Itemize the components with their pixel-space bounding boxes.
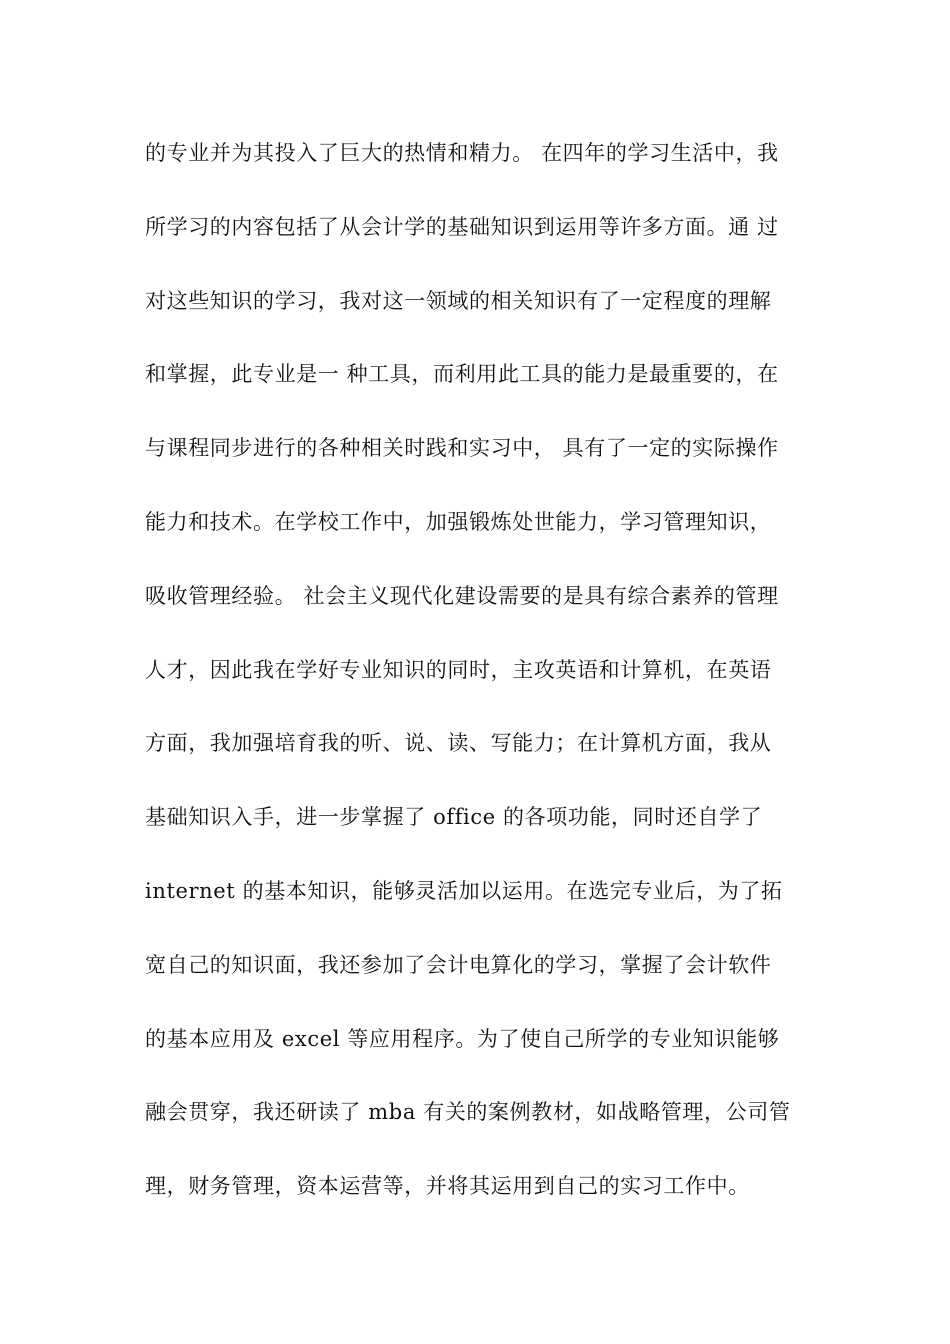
text-line: 能力和技术。在学校工作中，加强锻炼处世能力，学习管理知识，	[145, 509, 772, 534]
text-line: 基础知识入手，进一步掌握了 office 的各项功能，同时还自学了	[145, 805, 763, 830]
text-line: 对这些知识的学习，我对这一领域的相关知识有了一定程度的理解	[145, 288, 772, 313]
text-line: 的专业并为其投入了巨大的热情和精力。 在四年的学习生活中，我	[145, 141, 779, 165]
text-line: 所学习的内容包括了从会计学的基础知识到运用等许多方面。通 过	[145, 214, 779, 239]
text-line: 的基本应用及 excel 等应用程序。为了使自己所学的专业知识能够	[145, 1026, 780, 1051]
text-line: 与课程同步进行的各种相关时践和实习中， 具有了一定的实际操作	[145, 436, 779, 461]
text-line: 融会贯穿，我还研读了 mba 有关的案例教材，如战略管理，公司管	[145, 1100, 791, 1125]
text-line: 方面，我加强培育我的听、说、读、写能力；在计算机方面，我从	[145, 731, 772, 756]
text-line: 宽自己的知识面，我还参加了会计电算化的学习，掌握了会计软件	[145, 952, 772, 977]
text-line: internet 的基本知识，能够灵活加以运用。在选完专业后，为了拓	[145, 878, 783, 903]
body-paragraph	[145, 134, 810, 1241]
text-line: 理，财务管理，资本运营等，并将其运用到自己的实习工作中。	[145, 1174, 750, 1199]
text-line: 吸收管理经验。 社会主义现代化建设需要的是具有综合素养的管理	[145, 583, 779, 608]
text-line: 人才，因此我在学好专业知识的同时，主攻英语和计算机，在英语	[145, 657, 772, 682]
text-line: 和掌握，此专业是一 种工具，而利用此工具的能力是最重要的，在	[145, 362, 779, 387]
